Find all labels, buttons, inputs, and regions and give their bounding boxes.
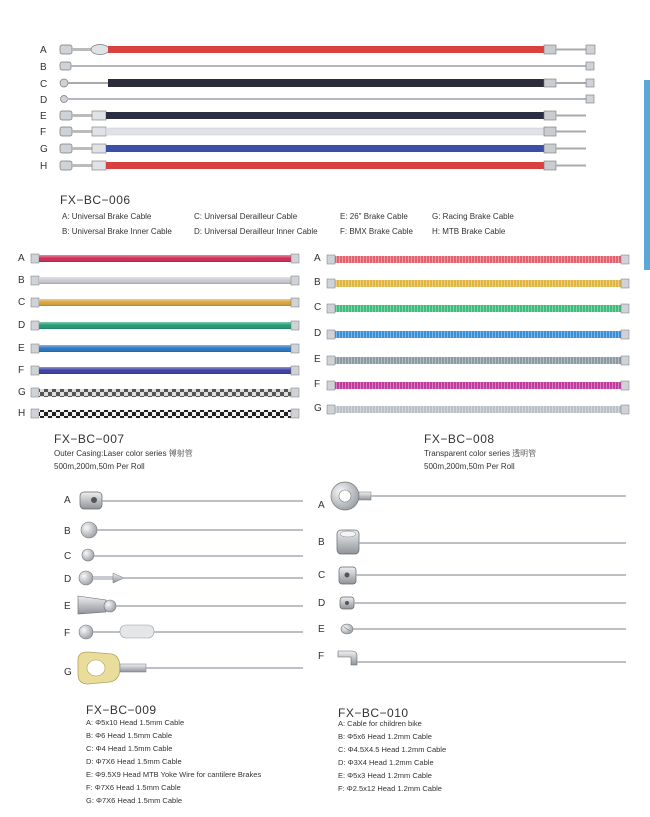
fx008-letter-d: D bbox=[314, 328, 322, 339]
fx007-letter-e: E bbox=[18, 343, 25, 354]
fx010-cable-d bbox=[340, 597, 626, 609]
fx008-letter-a: A bbox=[314, 253, 321, 264]
fx006-legend-e: E: 26" Brake Cable bbox=[340, 212, 408, 221]
fx009-spec-a: A: Φ5x10 Head 1.5mm Cable bbox=[86, 718, 185, 727]
fx007-letter-c: C bbox=[18, 297, 26, 308]
fx007-desc-line2: 500m,200m,50m Per Roll bbox=[54, 462, 145, 471]
fx008-letter-g: G bbox=[314, 403, 322, 414]
fx010-cable-a bbox=[331, 482, 626, 510]
fx006-letter-a: A bbox=[40, 45, 47, 56]
fx009-letter-d: D bbox=[64, 574, 72, 585]
fx010-spec-a: A: Cable for children bike bbox=[338, 719, 422, 728]
fx010-letter-d: D bbox=[318, 598, 326, 609]
fx006-letter-c: C bbox=[40, 79, 48, 90]
fx007-letter-b: B bbox=[18, 275, 25, 286]
fx009-letter-e: E bbox=[64, 601, 71, 612]
fx006-legend-b: B: Universal Brake Inner Cable bbox=[62, 227, 172, 236]
fx010-cable-c bbox=[339, 567, 626, 584]
fx006-letter-h: H bbox=[40, 161, 48, 172]
fx010-letter-f: F bbox=[318, 651, 325, 662]
fx010-spec-e: E: Φ5x3 Head 1.2mm Cable bbox=[338, 771, 432, 780]
fx007-letter-f: F bbox=[18, 365, 25, 376]
fx009-spec-d: D: Φ7X6 Head 1.5mm Cable bbox=[86, 757, 182, 766]
fx006-letter-d: D bbox=[40, 95, 48, 106]
fx006-legend-g: G: Racing Brake Cable bbox=[432, 212, 514, 221]
fx007-letter-h: H bbox=[18, 408, 26, 419]
fx008-letter-f: F bbox=[314, 379, 321, 390]
fx010-spec-d: D: Φ3X4 Head 1.2mm Cable bbox=[338, 758, 434, 767]
fx006-letter-e: E bbox=[40, 111, 47, 122]
fx007-letter-a: A bbox=[18, 253, 25, 264]
fx010-cable-b bbox=[337, 530, 626, 554]
fx006-letter-f: F bbox=[40, 127, 47, 138]
fx009-spec-g: G: Φ7X6 Head 1.5mm Cable bbox=[86, 796, 183, 805]
fx006-legend-d: D: Universal Derailleur Inner Cable bbox=[194, 227, 318, 236]
fx007-letter-d: D bbox=[18, 320, 26, 331]
fx009-code: FX−BC−009 bbox=[86, 703, 157, 717]
fx010-spec-f: F: Φ2.5x12 Head 1.2mm Cable bbox=[338, 784, 442, 793]
fx006-letter-b: B bbox=[40, 62, 47, 73]
fx007-desc-line1: Outer Casing:Laser color series 镈射管 bbox=[54, 449, 193, 458]
fx009-spec-b: B: Φ6 Head 1.5mm Cable bbox=[86, 731, 173, 740]
fx008-letter-c: C bbox=[314, 302, 322, 313]
fx010-letter-c: C bbox=[318, 570, 326, 581]
fx010-spec-b: B: Φ5x6 Head 1.2mm Cable bbox=[338, 732, 432, 741]
fx006-code: FX−BC−006 bbox=[60, 193, 131, 207]
fx006-legend-h: H: MTB Brake Cable bbox=[432, 227, 506, 236]
fx010-cable-e bbox=[341, 624, 626, 634]
fx009-letter-c: C bbox=[64, 551, 72, 562]
fx010-spec-c: C: Φ4.5X4.5 Head 1.2mm Cable bbox=[338, 745, 447, 754]
fx008-desc-line2: 500m,200m,50m Per Roll bbox=[424, 462, 515, 471]
fx009-letter-g: G bbox=[64, 667, 72, 678]
fx006-legend-c: C: Universal Derailleur Cable bbox=[194, 212, 298, 221]
fx009-spec-c: C: Φ4 Head 1.5mm Cable bbox=[86, 744, 173, 753]
fx009-letter-a: A bbox=[64, 495, 71, 506]
fx006-letter-g: G bbox=[40, 144, 48, 155]
fx009-spec-f: F: Φ7X6 Head 1.5mm Cable bbox=[86, 783, 181, 792]
fx010-cable-f bbox=[338, 651, 626, 665]
fx007-code: FX−BC−007 bbox=[54, 432, 125, 446]
fx008-desc-line1: Transparent color series 透明管 bbox=[424, 449, 537, 458]
fx006-legend-a: A: Universal Brake Cable bbox=[62, 212, 152, 221]
fx010-code: FX−BC−010 bbox=[338, 706, 409, 720]
fx008-letter-e: E bbox=[314, 354, 321, 365]
fx008-code: FX−BC−008 bbox=[424, 432, 495, 446]
fx009-letter-f: F bbox=[64, 628, 71, 639]
fx007-letter-g: G bbox=[18, 387, 26, 398]
fx010-letter-b: B bbox=[318, 537, 325, 548]
fx006-legend-f: F: BMX Brake Cable bbox=[340, 227, 413, 236]
fx010-letter-e: E bbox=[318, 624, 325, 635]
fx008-letter-b: B bbox=[314, 277, 321, 288]
fx009-letter-b: B bbox=[64, 526, 71, 537]
fx010-letter-a: A bbox=[318, 500, 325, 511]
fx009-spec-e: E: Φ9.5X9 Head MTB Yoke Wire for cantilere Brakes bbox=[86, 770, 262, 779]
